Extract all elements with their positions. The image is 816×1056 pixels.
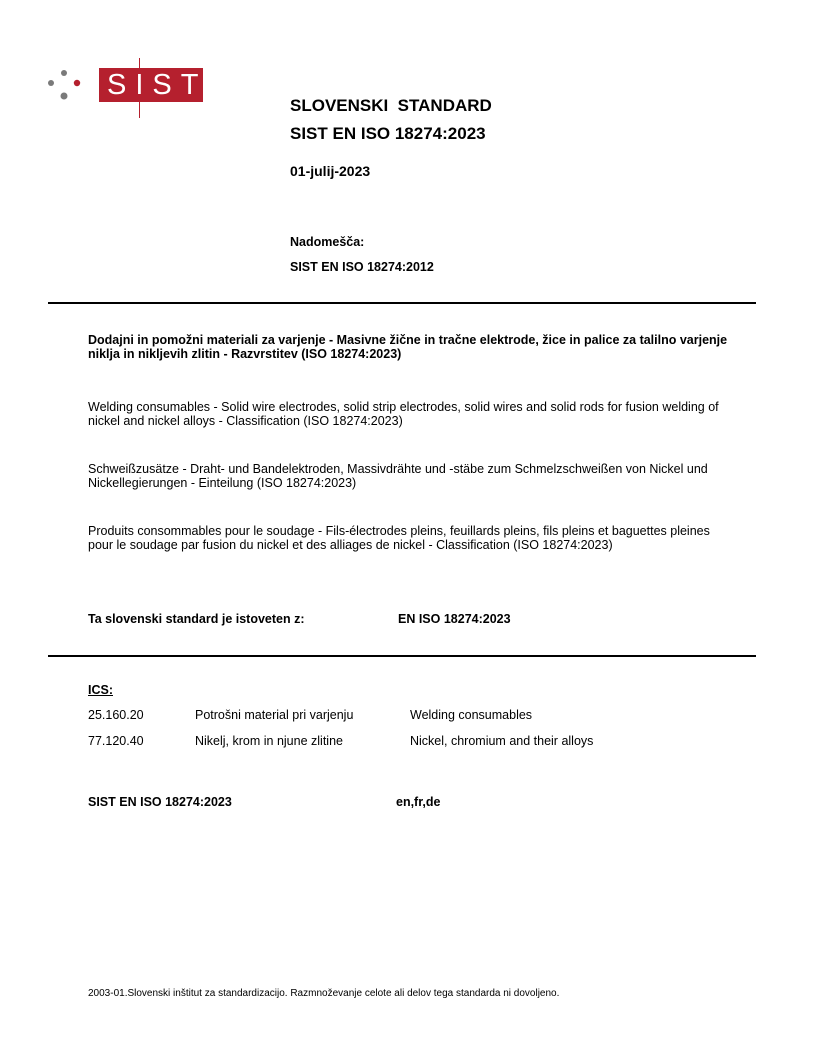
copyright-footer: 2003-01.Slovenski inštitut za standardizacijo. Razmnoževanje celote ali delov tega standarda ni dovoljeno. [88,988,560,999]
ics-code: 77.120.40 [88,734,144,748]
replaces-label: Nadomešča: [290,235,365,249]
ics-description-en: Nickel, chromium and their alloys [410,734,594,748]
title-slovenian: Dodajni in pomožni materiali za varjenje - Masivne žične in tračne elektrode, žice in palice za talilno varjenje niklja in nikljevih zlitin - Razvrstitev (ISO 18274:2023) [88,333,728,361]
identical-value: EN ISO 18274:2023 [398,612,511,626]
title-german: Schweißzusätze - Draht- und Bandelektroden, Massivdrähte und -stäbe zum Schmelzschweißen von Nickel und Nickellegierungen - Einteilung (ISO 18274:2023) [88,462,708,490]
summary-code: SIST EN ISO 18274:2023 [88,795,232,809]
table-row [88,734,648,766]
ics-description-sl: Nikelj, krom in njune zlitine [195,734,343,748]
table-row [88,708,648,728]
divider-bottom [48,655,756,657]
standard-code: SIST EN ISO 18274:2023 [290,124,486,143]
sist-logo: SIST [99,68,203,102]
ics-description-sl: Potrošni material pri varjenju [195,708,354,722]
replaces-value: SIST EN ISO 18274:2012 [290,260,434,274]
title-english: Welding consumables - Solid wire electrodes, solid strip electrodes, solid wires and solid rods for fusion welding of nickel and nickel alloys - Classification (ISO 18274:2023) [88,400,719,428]
title-french: Produits consommables pour le soudage - Fils-électrodes pleins, feuillards pleins, fils pleins et baguettes pleines pour le soudage par fusion du nickel et des alliages de nickel - Classification (ISO 18274:2023) [88,524,710,552]
summary-languages: en,fr,de [396,795,441,809]
sist-logo-dots-icon [47,68,87,108]
divider-top [48,302,756,304]
publication-date: 01-julij-2023 [290,163,371,179]
ics-description-en: Welding consumables [410,708,533,722]
standard-type: SLOVENSKI STANDARD [290,96,492,115]
ics-label: ICS: [88,683,113,697]
ics-code: 25.160.20 [88,708,144,722]
identical-label: Ta slovenski standard je istoveten z: [88,612,305,626]
